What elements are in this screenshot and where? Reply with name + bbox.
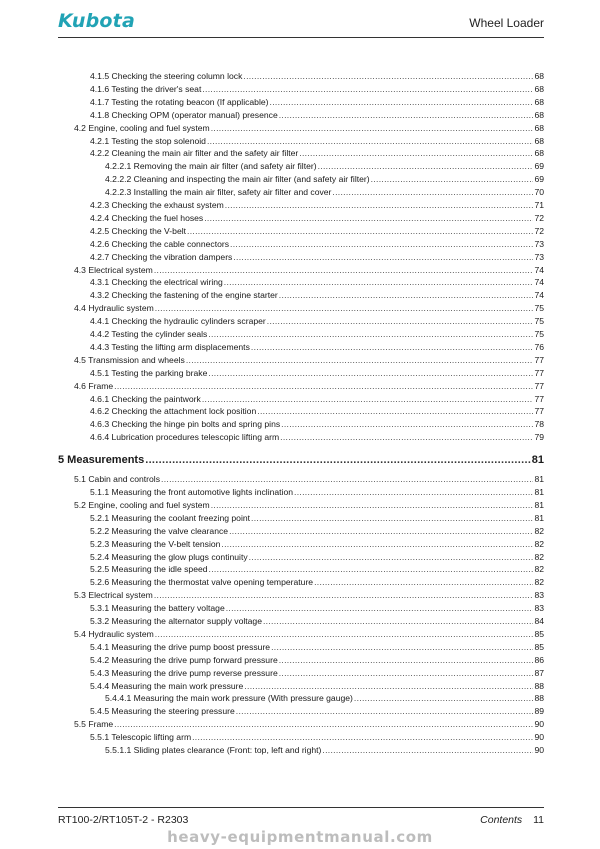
toc-entry-title: 5.4.1 Measuring the drive pump boost pressure: [90, 641, 271, 652]
toc-dot-leader: [207, 135, 533, 147]
toc-dot-leader: [204, 212, 533, 224]
toc-entry-page: 71: [534, 200, 544, 210]
toc-dot-leader: [155, 302, 534, 314]
toc-entry[interactable]: [90, 147, 544, 159]
toc-dot-leader: [192, 731, 533, 743]
toc-dot-leader: [114, 380, 533, 392]
toc-entry-page: 82: [534, 564, 544, 575]
toc-dot-leader: [263, 615, 533, 627]
toc-dot-leader: [236, 705, 534, 717]
toc-entry-title: 4.6.3 Checking the hinge pin bolts and spring pins: [90, 419, 281, 430]
toc-dot-leader: [155, 628, 534, 640]
toc-dot-leader: [233, 251, 533, 263]
toc-entry-title: 4.6.2 Checking the attachment lock position: [90, 406, 257, 417]
toc-dot-leader: [154, 264, 534, 276]
toc-entry-page: 73: [534, 251, 544, 262]
toc-dot-leader: [211, 122, 534, 134]
footer-divider: [58, 807, 544, 808]
toc-entry-page: 81: [534, 487, 544, 497]
toc-entry[interactable]: [90, 405, 544, 417]
toc-entry-page: 68: [534, 122, 544, 133]
kubota-logo: Kubota: [58, 10, 135, 32]
toc-dot-leader: [229, 525, 533, 537]
toc-dot-leader: [230, 238, 533, 250]
toc-entry-title: 4.5 Transmission and wheels: [74, 354, 185, 365]
toc-entry-page: 89: [534, 706, 544, 717]
toc-entry[interactable]: [90, 96, 544, 108]
toc-entry-page: 68: [534, 148, 544, 159]
toc-entry[interactable]: [90, 276, 544, 288]
toc-entry[interactable]: [74, 264, 544, 276]
toc-dot-leader: [257, 405, 533, 417]
toc-dot-leader: [211, 499, 534, 511]
toc-entry-title: 5.4.2 Measuring the drive pump forward pressure: [90, 654, 278, 665]
toc-entry[interactable]: [74, 473, 544, 485]
toc-entry-title: 4.2.6 Checking the cable connectors: [90, 238, 230, 249]
toc-dot-leader: [244, 680, 533, 692]
toc-entry-title: 4.6.4 Lubrication procedures telescopic lifting arm: [90, 432, 280, 443]
toc-entry-page: 82: [534, 538, 544, 549]
toc-entry-title: 5.3 Electrical system: [74, 590, 153, 601]
toc-dot-leader: [294, 486, 533, 498]
toc-entry-title: 5.5.1 Telescopic lifting arm: [90, 732, 192, 743]
toc-entry-title: 4.6 Frame: [74, 380, 114, 391]
toc-entry-page: 74: [534, 277, 544, 288]
toc-entry-page: 85: [534, 641, 544, 652]
toc-chapter-entry[interactable]: [58, 453, 544, 468]
toc-entry[interactable]: [90, 199, 544, 211]
toc-entry-title: 4.1.6 Testing the driver's seat: [90, 83, 202, 94]
toc-dot-leader: [221, 538, 533, 550]
toc-entry-page: 75: [534, 316, 544, 327]
toc-entry[interactable]: [90, 83, 544, 95]
toc-entry[interactable]: [90, 225, 544, 237]
toc-dot-leader: [154, 589, 534, 601]
toc-dot-leader: [224, 276, 534, 288]
toc-entry-page: 81: [534, 474, 544, 485]
toc-entry-title: 4.4.3 Testing the lifting arm displacements: [90, 341, 250, 352]
toc-entry-page: 77: [534, 406, 544, 417]
toc-entry-page: 90: [534, 719, 544, 730]
toc-entry[interactable]: [90, 328, 544, 340]
toc-entry-title: 4.3.2 Checking the fastening of the engine starter: [90, 290, 278, 301]
toc-entry-title: 5 Measurements: [58, 454, 145, 467]
toc-entry-title: 4.3 Electrical system: [74, 264, 153, 275]
toc-entry[interactable]: [74, 122, 544, 134]
footer-page-number: 11: [533, 814, 544, 826]
toc-entry-title: 5.5.1.1 Sliding plates clearance (Front: top, left and right): [105, 745, 322, 755]
toc-entry-title: 4.2 Engine, cooling and fuel system: [74, 122, 210, 133]
toc-entry-page: 90: [534, 745, 544, 755]
toc-entry[interactable]: [90, 731, 544, 743]
footer-doc-id: RT100-2/RT105T-2 - R2303: [58, 814, 189, 826]
toc-entry[interactable]: [90, 654, 544, 666]
toc-entry-page: 81: [534, 499, 544, 510]
toc-entry[interactable]: [105, 160, 544, 172]
toc-entry-page: 75: [534, 329, 544, 339]
toc-dot-leader: [208, 367, 533, 379]
toc-dot-leader: [299, 147, 533, 159]
toc-entry-page: 68: [534, 135, 544, 146]
toc-entry-page: 68: [534, 83, 544, 94]
toc-entry-title: 5.1 Cabin and controls: [74, 474, 160, 485]
toc-entry-page: 90: [534, 732, 544, 743]
toc-dot-leader: [354, 692, 534, 704]
toc-entry-page: 68: [534, 71, 544, 81]
header-divider: [58, 37, 544, 38]
toc-entry[interactable]: [90, 641, 544, 653]
toc-dot-leader: [209, 563, 534, 575]
toc-entry[interactable]: [90, 705, 544, 717]
toc-entry[interactable]: [90, 135, 544, 147]
toc-dot-leader: [249, 551, 534, 563]
toc-entry-page: 84: [534, 616, 544, 626]
toc-entry[interactable]: [74, 718, 544, 730]
toc-entry[interactable]: [90, 680, 544, 692]
toc-entry-page: 72: [534, 212, 544, 223]
toc-entry[interactable]: [90, 602, 544, 614]
footer-section-name: Contents: [480, 814, 523, 826]
toc-entry-title: 4.1.5 Checking the steering column lock: [90, 71, 243, 81]
watermark-text: heavy-equipmentmanual.com: [167, 828, 433, 846]
toc-entry[interactable]: [90, 576, 544, 588]
toc-dot-leader: [251, 512, 533, 524]
toc-entry-page: 81: [534, 512, 544, 523]
toc-entry-title: 4.3.1 Checking the electrical wiring: [90, 277, 223, 288]
toc-dot-leader: [270, 96, 534, 108]
toc-dot-leader: [279, 289, 534, 301]
toc-entry-title: 4.2.2.1 Removing the main air filter (and safety air filter): [105, 161, 317, 172]
toc-entry-page: 83: [534, 603, 544, 614]
toc-entry-title: 5.2.3 Measuring the V-belt tension: [90, 538, 221, 549]
toc-entry-title: 5.4 Hydraulic system: [74, 628, 154, 639]
toc-entry-title: 5.5 Frame: [74, 719, 114, 730]
toc-dot-leader: [202, 83, 533, 95]
toc-entry-title: 4.4.1 Checking the hydraulic cylinders scraper: [90, 316, 266, 327]
toc-entry-page: 69: [534, 174, 544, 185]
toc-entry[interactable]: [90, 512, 544, 524]
toc-dot-leader: [271, 641, 533, 653]
toc-entry-title: 4.2.7 Checking the vibration dampers: [90, 251, 233, 262]
toc-entry-title: 4.2.2.2 Cleaning and inspecting the main air filter (and safety air filter): [105, 174, 370, 185]
toc-dot-leader: [226, 602, 534, 614]
toc-entry-title: 5.3.2 Measuring the alternator supply voltage: [90, 616, 262, 626]
toc-entry-page: 82: [534, 551, 544, 562]
toc-entry[interactable]: [105, 744, 544, 756]
toc-entry[interactable]: [74, 499, 544, 511]
toc-entry[interactable]: [90, 212, 544, 224]
toc-entry-page: 78: [534, 419, 544, 430]
toc-entry-title: 5.2 Engine, cooling and fuel system: [74, 499, 210, 510]
toc-entry-page: 82: [534, 577, 544, 588]
toc-entry-page: 77: [534, 367, 544, 378]
toc-dot-leader: [279, 654, 534, 666]
toc-entry-title: 5.2.5 Measuring the idle speed: [90, 564, 208, 575]
toc-dot-leader: [314, 576, 533, 588]
toc-entry[interactable]: [90, 70, 544, 82]
toc-entry[interactable]: [74, 302, 544, 314]
toc-dot-leader: [280, 431, 533, 443]
toc-dot-leader: [225, 199, 534, 211]
toc-entry-page: 82: [534, 525, 544, 536]
toc-entry-title: 4.4.2 Testing the cylinder seals: [90, 329, 208, 339]
toc-entry-title: 5.2.1 Measuring the coolant freezing point: [90, 512, 251, 523]
toc-entry-title: 4.1.7 Testing the rotating beacon (If applicable): [90, 96, 269, 107]
toc-dot-leader: [371, 173, 534, 185]
toc-entry-page: 87: [534, 667, 544, 678]
toc-entry[interactable]: [74, 628, 544, 640]
toc-entry-page: 83: [534, 590, 544, 601]
toc-entry-page: 74: [534, 290, 544, 301]
toc-entry-page: 72: [534, 225, 544, 236]
toc-entry-title: 5.3.1 Measuring the battery voltage: [90, 603, 225, 614]
toc-entry[interactable]: [90, 615, 544, 627]
toc-dot-leader: [322, 744, 533, 756]
toc-dot-leader: [202, 393, 534, 405]
toc-entry-page: 77: [534, 354, 544, 365]
toc-dot-leader: [332, 186, 533, 198]
toc-dot-leader: [208, 328, 533, 340]
toc-entry-title: 5.2.6 Measuring the thermostat valve opening temperature: [90, 577, 314, 588]
footer-page-info: [480, 814, 544, 826]
toc-entry-title: 5.1.1 Measuring the front automotive lights inclination: [90, 487, 294, 497]
toc-entry-title: 5.2.4 Measuring the glow plugs continuity: [90, 551, 248, 562]
toc-dot-leader: [114, 718, 533, 730]
toc-entry-page: 77: [534, 380, 544, 391]
toc-entry[interactable]: [90, 393, 544, 405]
toc-entry[interactable]: [74, 354, 544, 366]
toc-entry[interactable]: [90, 525, 544, 537]
toc-entry-page: 77: [534, 393, 544, 404]
toc-entry[interactable]: [90, 667, 544, 679]
toc-entry-page: 88: [534, 680, 544, 691]
toc-entry-page: 85: [534, 628, 544, 639]
toc-entry[interactable]: [105, 173, 544, 185]
toc-dot-leader: [145, 453, 531, 468]
toc-entry[interactable]: [90, 563, 544, 575]
toc-entry-title: 5.4.3 Measuring the drive pump reverse pressure: [90, 667, 278, 678]
toc-entry-title: 4.2.4 Checking the fuel hoses: [90, 212, 204, 223]
toc-entry[interactable]: [90, 486, 544, 498]
toc-entry-title: 5.4.5 Measuring the steering pressure: [90, 706, 235, 717]
toc-entry-page: 88: [534, 693, 544, 704]
header-title: Wheel Loader: [469, 16, 544, 30]
toc-dot-leader: [318, 160, 534, 172]
toc-dot-leader: [187, 225, 533, 237]
toc-entry-title: 4.6.1 Checking the paintwork: [90, 393, 201, 404]
toc-entry-title: 4.2.3 Checking the exhaust system: [90, 200, 224, 210]
toc-entry[interactable]: [90, 341, 544, 353]
toc-entry-page: 70: [534, 187, 544, 198]
toc-entry-title: 4.5.1 Testing the parking brake: [90, 367, 208, 378]
toc-entry-title: 4.1.8 Checking OPM (operator manual) presence: [90, 109, 278, 120]
toc-dot-leader: [279, 109, 534, 121]
toc-entry[interactable]: [105, 186, 544, 198]
toc-entry[interactable]: [90, 551, 544, 563]
toc-entry-title: 4.4 Hydraulic system: [74, 303, 154, 314]
toc-entry-title: 4.2.2.3 Installing the main air filter, safety air filter and cover: [105, 187, 332, 198]
toc-entry[interactable]: [74, 589, 544, 601]
toc-entry-page: 86: [534, 654, 544, 665]
toc-entry-page: 69: [534, 161, 544, 172]
toc-entry-page: 81: [531, 454, 544, 467]
toc-entry-title: 5.4.4.1 Measuring the main work pressure (With pressure gauge): [105, 693, 353, 704]
toc-entry-title: 4.2.2 Cleaning the main air filter and the safety air filter: [90, 148, 299, 159]
toc-entry-title: 4.2.5 Checking the V-belt: [90, 225, 187, 236]
toc-entry[interactable]: [90, 251, 544, 263]
toc-dot-leader: [281, 418, 533, 430]
toc-entry-title: 4.2.1 Testing the stop solenoid: [90, 135, 206, 146]
toc-entry[interactable]: [74, 380, 544, 392]
toc-dot-leader: [161, 473, 533, 485]
toc-entry[interactable]: [90, 538, 544, 550]
toc-entry[interactable]: [90, 431, 544, 443]
toc-dot-leader: [279, 667, 534, 679]
toc-entry-title: 5.4.4 Measuring the main work pressure: [90, 680, 244, 691]
toc-entry-page: 73: [534, 238, 544, 249]
toc-entry[interactable]: [90, 418, 544, 430]
toc-dot-leader: [251, 341, 534, 353]
toc-entry[interactable]: [90, 289, 544, 301]
toc-dot-leader: [267, 315, 534, 327]
toc-entry[interactable]: [90, 238, 544, 250]
toc-entry-page: 68: [534, 109, 544, 120]
toc-entry-page: 76: [534, 341, 544, 352]
toc-dot-leader: [243, 70, 533, 82]
toc-entry-page: 75: [534, 303, 544, 314]
toc-entry-page: 68: [534, 96, 544, 107]
toc-dot-leader: [186, 354, 534, 366]
toc-entry[interactable]: [90, 367, 544, 379]
toc-entry[interactable]: [90, 109, 544, 121]
toc-entry-title: 5.2.2 Measuring the valve clearance: [90, 525, 229, 536]
toc-entry-page: 74: [534, 264, 544, 275]
toc-entry[interactable]: [105, 692, 544, 704]
toc-entry[interactable]: [90, 315, 544, 327]
toc-entry-page: 79: [534, 432, 544, 443]
